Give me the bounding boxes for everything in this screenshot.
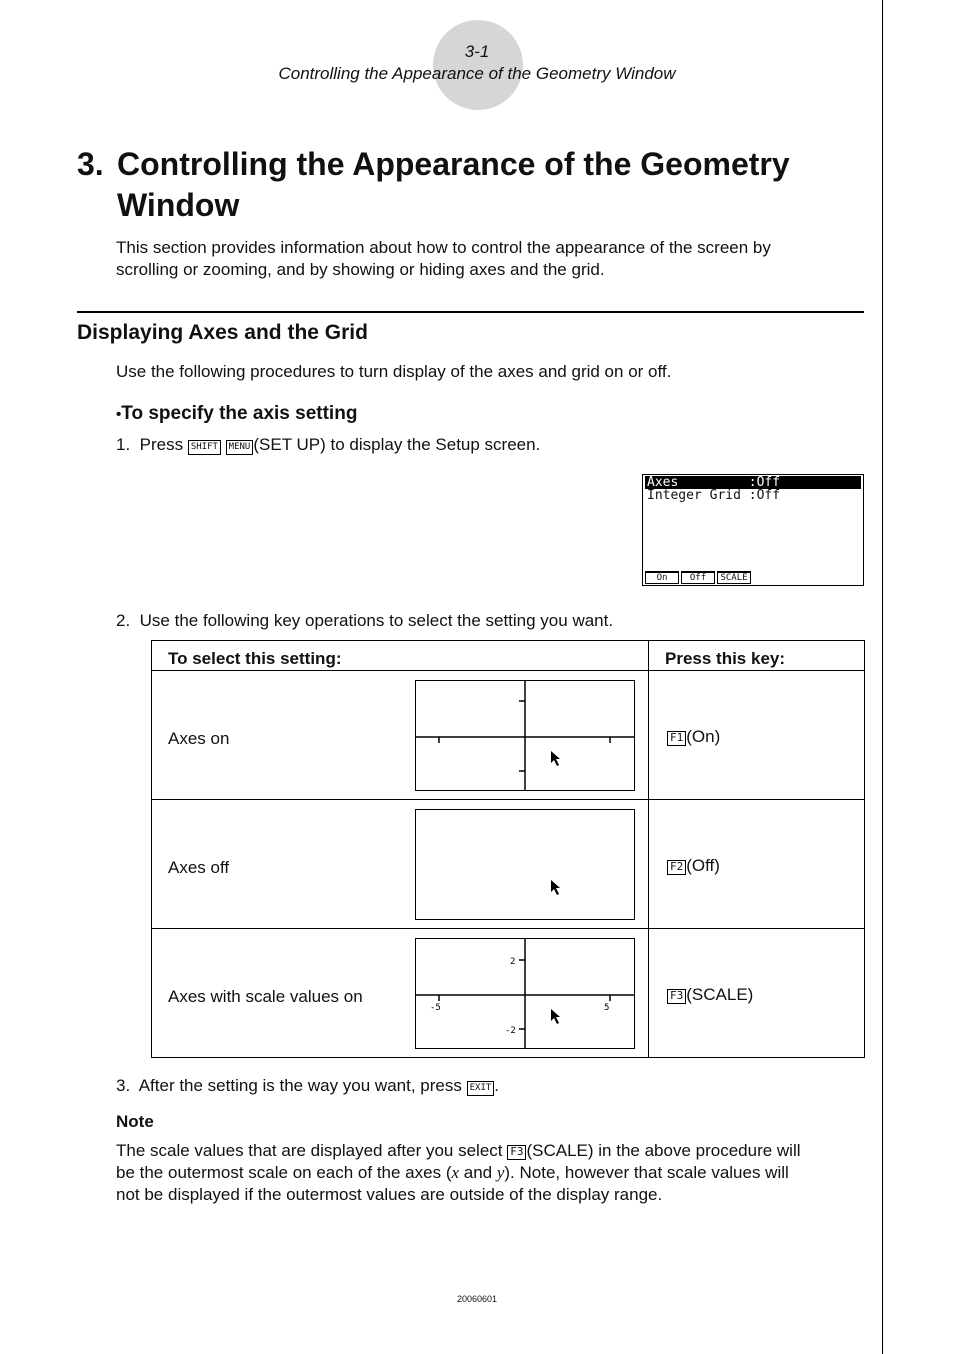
lcd-fkey-off: Off [681,571,715,584]
note-line2 [116,1162,861,1184]
section-heading: Displaying Axes and the Grid [77,321,368,344]
pointer-cursor-icon [551,1009,560,1024]
lcd-function-menu [645,571,753,584]
table-row-axes-on-label: Axes on [168,729,230,748]
bullet-icon: • [116,406,122,423]
key-f2-label: (Off) [686,856,720,875]
chapter-number: 3. [77,146,104,182]
table-row-axes-scale-label: Axes with scale values on [168,987,363,1006]
pointer-cursor-icon [551,880,560,895]
pointer-cursor-icon [551,751,560,766]
step-2-number: 2. [116,611,131,630]
var-y: y [496,1163,505,1182]
step-1 [116,434,861,456]
step-3-pre: After the setting is the way you want, press [138,1076,462,1095]
setup-screen-display [642,474,864,586]
note-body [116,1140,861,1206]
table-header-divider [152,670,864,671]
key-f2-off [667,856,720,876]
note-heading: Note [116,1112,154,1131]
table-row-axes-off-label: Axes off [168,858,230,877]
lcd-fkey-scale: SCALE [717,571,751,584]
lcd-row-integer-grid: Integer Grid :Off [647,488,781,503]
f3-key-icon: F3 [507,1145,526,1160]
note-line2-pre: be the outermost scale on each of the axes ( [116,1163,452,1182]
var-x: x [451,1163,460,1182]
screen-axes-on [415,680,635,791]
note-and: and [459,1163,497,1182]
axes-on-graph [416,681,634,790]
key-f3-label: (SCALE) [686,985,754,1004]
lcd-row-axes: Axes :Off [645,476,861,489]
screen-axes-scale [415,938,635,1049]
step-3 [116,1075,861,1097]
note-line2-post: ). Note, however that scale values will [504,1163,789,1182]
note-line1-post: (SCALE) in the above procedure will [526,1141,801,1160]
table-header-setting: To select this setting: [168,649,342,668]
key-f1-label: (On) [686,727,721,746]
f1-key-icon: F1 [667,731,686,746]
note-line1-pre: The scale values that are displayed after you select [116,1141,503,1160]
procedure-heading-text: To specify the axis setting [121,403,358,424]
x-scale-right-label: 5 [604,1003,610,1013]
key-f1-on [667,727,720,747]
lcd-fkey-on: On [645,571,679,584]
procedure-heading [116,403,357,425]
page-edge-rule [882,0,883,1354]
note-line1 [116,1140,861,1162]
y-scale-top-label: 2 [510,957,516,967]
intro-line1: This section provides information about how to control the appearance of the screen by [116,238,771,257]
header-section-title: Controlling the Appearance of the Geometry Window [278,64,676,83]
intro-line2: scrolling or zooming, and by showing or hiding axes and the grid. [116,260,605,279]
key-f3-scale [667,985,753,1005]
chapter-title-line2: Window [117,187,240,223]
header-section-number: 3-1 [464,42,490,61]
table-column-divider [648,641,649,1057]
y-scale-bottom-label: -2 [505,1026,516,1036]
exit-key-icon: EXIT [467,1081,495,1096]
axes-scale-graph [416,939,634,1048]
f2-key-icon: F2 [667,860,686,875]
screen-axes-off [415,809,635,920]
x-scale-left-label: -5 [430,1003,441,1013]
chapter-intro [116,237,861,281]
step-3-number: 3. [116,1076,131,1095]
step-1-pre: Press [139,435,184,454]
step-2-text: Use the following key operations to select the setting you want. [139,611,614,630]
settings-table [151,640,865,1058]
chapter-title [77,144,867,226]
chapter-title-line1: Controlling the Appearance of the Geometry [117,146,790,182]
menu-key-icon: MENU [226,440,254,455]
note-line3: not be displayed if the outermost values are outside of the display range. [116,1185,663,1204]
footer-code: 20060601 [456,1294,498,1304]
step-2 [116,610,861,632]
table-row-divider [152,799,864,800]
table-row-divider [152,928,864,929]
section-divider [77,311,864,313]
step-3-post: . [494,1076,500,1095]
shift-key-icon: SHIFT [188,440,221,455]
step-1-post: (SET UP) to display the Setup screen. [253,435,541,454]
step-1-number: 1. [116,435,131,454]
section-intro: Use the following procedures to turn display of the axes and grid on or off. [116,362,672,381]
table-header-key: Press this key: [665,649,786,668]
axes-off-graph [416,810,634,919]
f3-key-icon: F3 [667,989,686,1004]
